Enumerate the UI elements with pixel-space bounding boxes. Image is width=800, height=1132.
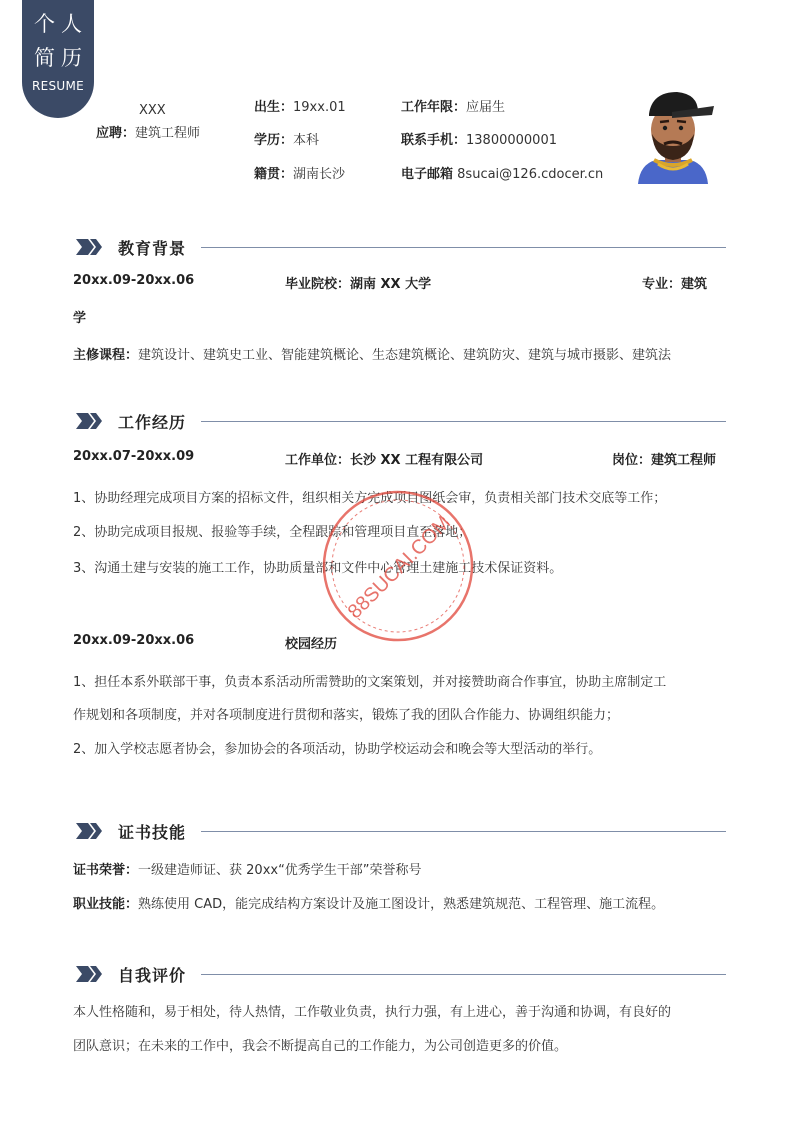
double-chevron-icon — [76, 823, 106, 839]
section-education — [76, 236, 726, 258]
section-skills-title: 证书技能 — [118, 823, 187, 842]
work-date: 20xx.07-20xx.09 — [73, 449, 195, 464]
section-work-title: 工作经历 — [118, 413, 187, 432]
education-school: 毕业院校：湖南 XX 大学 — [285, 277, 432, 292]
cartoon-avatar-icon — [632, 88, 714, 184]
badge-line1: 个人 — [34, 12, 88, 36]
work-company: 工作单位：长沙 XX 工程有限公司 — [285, 453, 484, 468]
education-row — [254, 129, 319, 148]
email-value[interactable]: 8sucai@126.cdocer.cn — [457, 167, 604, 182]
education-major: 专业：建筑 — [642, 277, 708, 292]
work-years-label: 工作年限： — [401, 100, 467, 115]
phone-label: 联系手机： — [401, 133, 467, 148]
education-major-wrap: 学 — [73, 311, 87, 326]
badge-line2: 简历 — [34, 46, 88, 70]
campus-title: 校园经历 — [285, 637, 338, 652]
birth-value: 19xx.01 — [293, 100, 346, 115]
self-evaluation-line: 本人性格随和，易于相处，待人热情，工作敬业负责，执行力强，有上进心，善于沟通和协调，有良好的 — [73, 1005, 672, 1020]
skills-certificates — [73, 859, 729, 878]
section-divider — [201, 974, 726, 975]
apply-label: 应聘： — [96, 126, 136, 141]
work-item: 2、协助完成项目报规、报验等手续，全程跟踪和管理项目直至落地； — [73, 525, 472, 540]
section-work — [76, 410, 726, 432]
education-label: 学历： — [254, 133, 294, 148]
work-years-value: 应届生 — [466, 100, 506, 115]
apply-position — [96, 122, 200, 141]
section-education-title: 教育背景 — [118, 239, 187, 258]
self-evaluation-line: 团队意识；在未来的工作中，我会不断提高自己的工作能力，为公司创造更多的价值。 — [73, 1039, 568, 1054]
education-courses — [73, 344, 729, 363]
work-item: 3、沟通土建与安装的施工工作，协助质量部和文件中心管理土建施工技术保证资料。 — [73, 561, 563, 576]
courses-value: 建筑设计、建筑史工业、智能建筑概论、生态建筑概论、建筑防灾、建筑与城市摄影、建筑法 — [138, 348, 672, 363]
work-position: 岗位：建筑工程师 — [612, 453, 717, 468]
badge-resume: RESUME — [31, 79, 85, 93]
birth-label: 出生： — [254, 100, 294, 115]
education-date: 20xx.09-20xx.06 — [73, 273, 195, 288]
email-label: 电子邮箱 — [401, 167, 454, 182]
section-self-title: 自我评价 — [118, 966, 187, 985]
origin-value: 湖南长沙 — [293, 167, 346, 182]
campus-item: 作规划和各项制度，并对各项制度进行贯彻和落实，锻炼了我的团队合作能力、协调组织能力； — [73, 708, 620, 723]
work-item: 1、协助经理完成项目方案的招标文件，组织相关方完成项目图纸会审，负责相关部门技术交底等工作； — [73, 491, 667, 506]
watermark-text: 88SUCAI.COM — [343, 511, 456, 624]
skill-value: 熟练使用 CAD，能完成结构方案设计及施工图设计，熟悉建筑规范、工程管理、施工流程。 — [138, 897, 665, 912]
birth-row — [254, 96, 346, 115]
education-value: 本科 — [293, 133, 320, 148]
double-chevron-icon — [76, 413, 106, 429]
campus-item: 2、加入学校志愿者协会，参加协会的各项活动，协助学校运动会和晚会等大型活动的举行。 — [73, 742, 602, 757]
resume-badge — [22, 0, 94, 118]
origin-row — [254, 163, 345, 182]
double-chevron-icon — [76, 966, 106, 982]
apply-value: 建筑工程师 — [135, 126, 201, 141]
email-row — [401, 163, 603, 182]
work-years-row — [401, 96, 505, 115]
skill-label: 职业技能： — [73, 897, 139, 912]
section-divider — [201, 247, 726, 248]
section-divider — [201, 421, 726, 422]
section-self-evaluation — [76, 963, 726, 985]
campus-date: 20xx.09-20xx.06 — [73, 633, 195, 648]
candidate-name: XXX — [139, 103, 166, 118]
campus-item: 1、担任本系外联部干事，负责本系活动所需赞助的文案策划，并对接赞助商合作事宜，协助主席制定工 — [73, 675, 667, 690]
section-divider — [201, 831, 726, 832]
section-skills — [76, 820, 726, 842]
cert-value: 一级建造师证、获 20xx“优秀学生干部”荣誉称号 — [138, 863, 422, 878]
double-chevron-icon — [76, 239, 106, 255]
phone-row — [401, 129, 557, 148]
phone-value[interactable]: 13800000001 — [466, 133, 557, 148]
skills-professional — [73, 893, 729, 912]
origin-label: 籍贯： — [254, 167, 294, 182]
cert-label: 证书荣誉： — [73, 863, 139, 878]
courses-label: 主修课程： — [73, 348, 139, 363]
